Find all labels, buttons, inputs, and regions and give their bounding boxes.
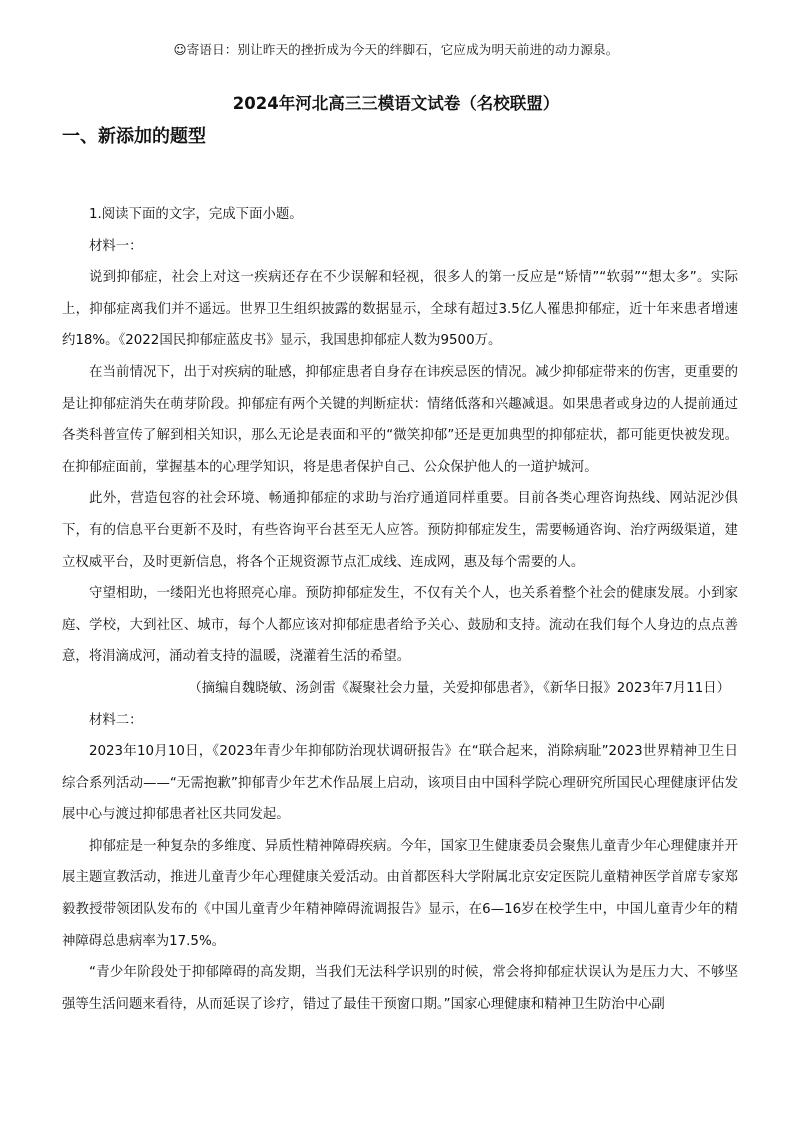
source-citation: （摘编自魏晓敏、汤剑雷《凝聚社会力量，关爱抑郁患者》，《新华日报》2023年7月11日） (188, 680, 730, 696)
paragraph: 抑郁症是一种复杂的多维度、异质性精神障碍疾病。今年，国家卫生健康委员会聚焦儿童青少年心理健康并开展主题宣教活动，推进儿童青少年心理健康关爱活动。由首都医科大学附属北京安定医院儿童精神医学首席专家郑毅教授带领团队发布的《中国儿童青少年精神障碍流调报告》显示，在6—16岁在校学生中，中国儿童青少年的精神障碍总患病率为17.5%。 (62, 838, 738, 949)
page-title: 2024年河北高三三模语文试卷（名校联盟） (232, 94, 560, 113)
paragraph: 守望相助，一缕阳光也将照亮心扉。预防抑郁症发生，不仅有关个人，也关系着整个社会的健康发展。小到家庭、学校，大到社区、城市，每个人都应该对抑郁症患者给予关心、鼓励和支持。流动在我们每个人身边的点点善意，将涓滴成河，涌动着支持的温暖，浇灌着生活的希望。 (62, 586, 738, 665)
question-body (62, 199, 738, 1020)
paragraph: 2023年10月10日，《2023年青少年抑郁防治现状调研报告》在“联合起来，消除病耻”2023世界精神卫生日综合系列活动——“无需抱歉”抑郁青少年艺术作品展上启动，该项目由中国科学院心理研究所国民心理健康评估发展中心与渡过抑郁患者社区共同发起。 (62, 744, 738, 823)
material-label-1: 材料一： (89, 238, 143, 254)
section-heading: 一、新添加的题型 (62, 126, 206, 147)
paragraph: 在当前情况下，出于对疾病的耻感，抑郁症患者自身存在讳疾忌医的情况。减少抑郁症带来的伤害，更重要的是让抑郁症消失在萌芽阶段。抑郁症有两个关键的判断症状：情绪低落和兴趣减退。如果患者或身边的人提前通过各类科普宣传了解到相关知识，那么无论是表面和平的“微笑抑郁”还是更加典型的抑郁症状，都可能更快被发现。在抑郁症面前，掌握基本的心理学知识，将是患者保护自己、公众保护他人的一道护城河。 (62, 364, 738, 475)
material-label-2: 材料二： (89, 712, 143, 728)
motto-header: ☺寄语日：别让昨天的挫折成为今天的绊脚石，它应成为明天前进的动力源泉。 (173, 42, 619, 57)
paragraph: 此外，营造包容的社会环境、畅通抑郁症的求助与治疗通道同样重要。目前各类心理咨询热线、网站泥沙俱下，有的信息平台更新不及时，有些咨询平台甚至无人应答。预防抑郁症发生，需要畅通咨询、治疗两级渠道，建立权威平台，及时更新信息，将各个正规资源节点汇成线、连成网，惠及每个需要的人。 (62, 491, 738, 570)
question-prompt: 1.阅读下面的文字，完成下面小题。 (89, 207, 303, 222)
paragraph: 说到抑郁症，社会上对这一疾病还存在不少误解和轻视，很多人的第一反应是“矫情”“软弱”“想太多”。实际上，抑郁症离我们并不遥远。世界卫生组织披露的数据显示，全球有超过3.5亿人罹患抑郁症，近十年来患者增速约18%。《2022国民抑郁症蓝皮书》显示，我国患抑郁症人数为9500万。 (62, 270, 738, 349)
paragraph: “青少年阶段处于抑郁障碍的高发期，当我们无法科学识别的时候，常会将抑郁症状误认为是压力大、不够坚强等生活问题来看待，从而延误了诊疗，错过了最佳干预窗口期。”国家心理健康和精神卫生防治中心副 (62, 965, 738, 1012)
